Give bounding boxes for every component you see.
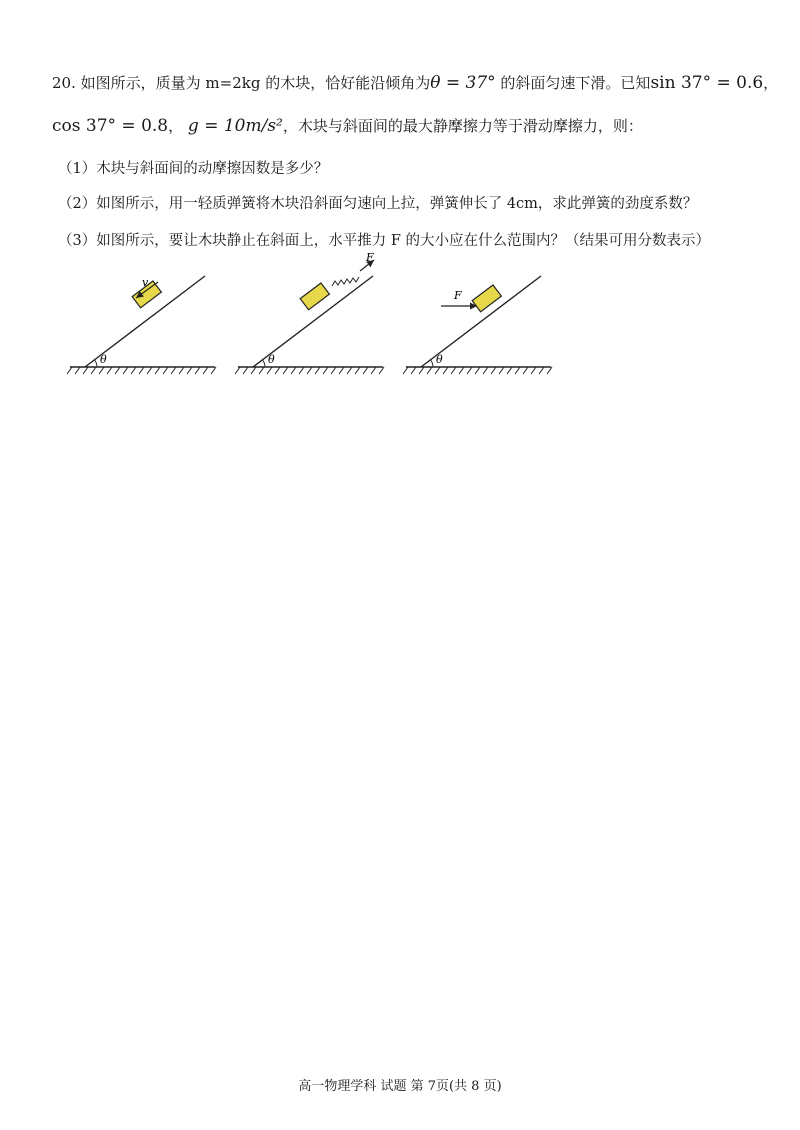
question-line-2: [52, 115, 643, 136]
spring: [332, 277, 359, 286]
angle-label: θ: [436, 353, 443, 366]
g-equation: g = 10m/s²: [187, 116, 283, 136]
ground-hatch: [67, 367, 216, 374]
question-text-2b: ，木块与斜面间的最大静摩擦力等于滑动摩擦力，则：: [282, 117, 643, 135]
page-footer: 高一物理学科 试题 第 7页(共 8 页): [298, 1079, 502, 1094]
question-line-1: [52, 72, 778, 93]
theta-equation: θ = 37°: [430, 73, 496, 93]
question-text-2-sep: ，: [168, 117, 184, 135]
question-text-1b: 的斜面匀速下滑。已知: [500, 74, 651, 92]
angle-arc: [263, 360, 265, 367]
force-label: F: [454, 289, 462, 302]
angle-arc: [431, 360, 433, 367]
figure-3: [403, 276, 552, 374]
sin-equation: sin 37° = 0.6: [650, 73, 764, 93]
angle-arc: [95, 360, 97, 367]
ground-hatch: [403, 367, 552, 374]
question-text-1a: 如图所示，质量为 m=2kg 的木块，恰好能沿倾角为: [80, 74, 431, 92]
figure-1: [67, 276, 216, 374]
velocity-label: v: [142, 276, 149, 289]
cos-equation: cos 37° = 0.8: [52, 116, 169, 136]
angle-label: θ: [100, 353, 107, 366]
ground-hatch: [235, 367, 384, 374]
sub-question-1: （1）木块与斜面间的动摩擦因数是多少？: [58, 161, 329, 177]
sub-question-2: （2）如图所示，用一轻质弹簧将木块沿斜面匀速向上拉，弹簧伸长了 4cm，求此弹簧的劲度系数？: [58, 196, 698, 212]
incline-figures: [60, 250, 560, 390]
figure-2: [235, 251, 384, 374]
sub-question-3: （3）如图所示，要让木块静止在斜面上，水平推力 F 的大小应在什么范围内？（结果可用分数表示）: [58, 233, 711, 249]
question-text-1-end: ，: [763, 74, 779, 92]
block: [300, 283, 329, 310]
block: [472, 285, 501, 312]
force-label: F: [366, 251, 374, 264]
angle-label: θ: [268, 353, 275, 366]
question-number: 20.: [52, 74, 76, 92]
